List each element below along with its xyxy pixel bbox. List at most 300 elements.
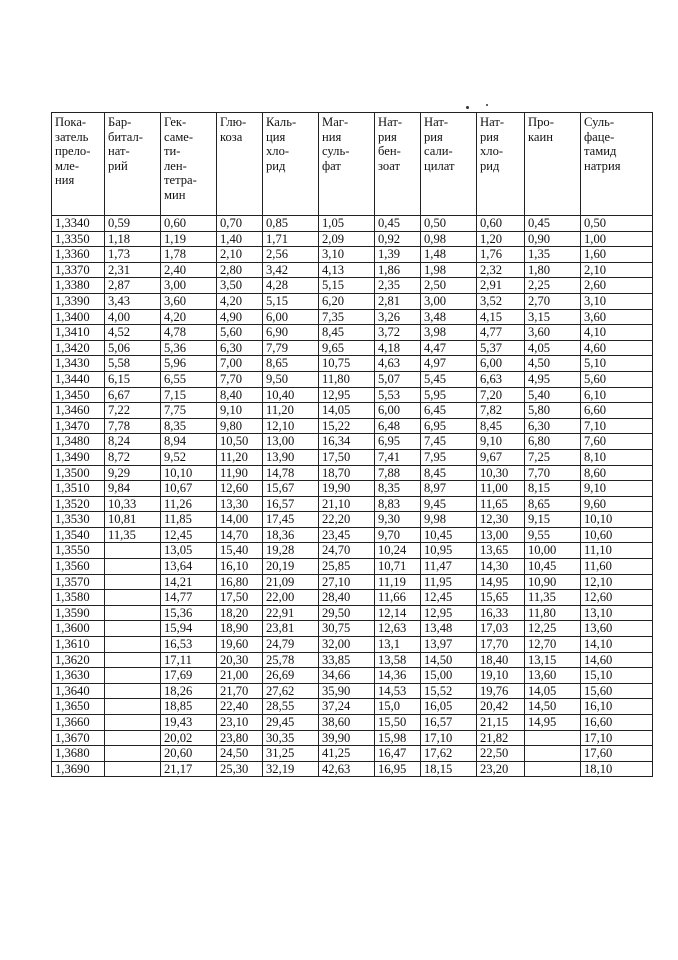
concentration-cell: 2,81: [375, 293, 421, 309]
column-header-hexamethylenetetramine: Гек- саме- ти- лен- тетра- мин: [161, 113, 217, 216]
concentration-cell: 3,00: [421, 293, 477, 309]
concentration-cell: 9,15: [525, 512, 581, 528]
concentration-cell: 6,90: [263, 325, 319, 341]
concentration-cell: 13,65: [477, 543, 525, 559]
table-row: [52, 715, 653, 731]
concentration-cell: 9,65: [319, 340, 375, 356]
refractive-index-cell: 1,3570: [52, 574, 105, 590]
refractive-index-cell: 1,3420: [52, 340, 105, 356]
concentration-cell: 8,35: [375, 481, 421, 497]
concentration-cell: 17,10: [581, 730, 653, 746]
concentration-cell: 14,50: [421, 652, 477, 668]
concentration-cell: 16,10: [217, 559, 263, 575]
concentration-cell: 10,71: [375, 559, 421, 575]
concentration-cell: 6,15: [105, 371, 161, 387]
concentration-cell: 23,81: [263, 621, 319, 637]
concentration-cell: 1,98: [421, 262, 477, 278]
concentration-cell: 18,20: [217, 605, 263, 621]
concentration-cell: 12,60: [581, 590, 653, 606]
refractive-index-cell: 1,3670: [52, 730, 105, 746]
concentration-cell: 19,60: [217, 637, 263, 653]
concentration-cell: 11,95: [421, 574, 477, 590]
refractive-index-cell: 1,3410: [52, 325, 105, 341]
table-row: [52, 434, 653, 450]
concentration-cell: 0,85: [263, 216, 319, 232]
table-row: [52, 465, 653, 481]
concentration-cell: 0,50: [581, 216, 653, 232]
concentration-cell: 13,10: [581, 605, 653, 621]
concentration-cell: 3,72: [375, 325, 421, 341]
concentration-cell: 0,45: [375, 216, 421, 232]
concentration-cell: 6,63: [477, 371, 525, 387]
column-header-sodium-chloride: Нат- рия хло- рид: [477, 113, 525, 216]
concentration-cell: 18,15: [421, 761, 477, 777]
table-row: [52, 527, 653, 543]
concentration-cell: 15,52: [421, 683, 477, 699]
concentration-cell: 5,15: [319, 278, 375, 294]
concentration-cell: 18,26: [161, 683, 217, 699]
refractive-index-cell: 1,3530: [52, 512, 105, 528]
concentration-cell: 8,60: [581, 465, 653, 481]
concentration-cell: 1,40: [217, 231, 263, 247]
concentration-cell: 1,78: [161, 247, 217, 263]
concentration-cell: 9,29: [105, 465, 161, 481]
concentration-cell: 10,50: [217, 434, 263, 450]
concentration-cell: 20,60: [161, 746, 217, 762]
concentration-cell: 4,47: [421, 340, 477, 356]
refractive-index-cell: 1,3620: [52, 652, 105, 668]
concentration-cell: 14,10: [581, 637, 653, 653]
concentration-cell: 4,20: [217, 293, 263, 309]
concentration-cell: 25,85: [319, 559, 375, 575]
concentration-cell: 16,33: [477, 605, 525, 621]
concentration-cell: 3,43: [105, 293, 161, 309]
concentration-cell: 1,35: [525, 247, 581, 263]
concentration-cell: 10,45: [525, 559, 581, 575]
refractive-index-cell: 1,3360: [52, 247, 105, 263]
concentration-cell: 0,45: [525, 216, 581, 232]
refractive-index-cell: 1,3340: [52, 216, 105, 232]
concentration-cell: 23,45: [319, 527, 375, 543]
concentration-cell: 17,50: [217, 590, 263, 606]
refractive-index-cell: 1,3480: [52, 434, 105, 450]
concentration-cell: 9,45: [421, 496, 477, 512]
concentration-cell: 5,60: [217, 325, 263, 341]
concentration-cell: 7,82: [477, 403, 525, 419]
concentration-cell: 15,50: [375, 715, 421, 731]
concentration-cell: 0,90: [525, 231, 581, 247]
print-speck: [466, 106, 469, 109]
concentration-cell: 10,40: [263, 387, 319, 403]
concentration-cell: 22,00: [263, 590, 319, 606]
concentration-cell: 3,48: [421, 309, 477, 325]
concentration-cell: 12,10: [581, 574, 653, 590]
concentration-cell: 2,91: [477, 278, 525, 294]
table-row: [52, 496, 653, 512]
concentration-cell: 38,60: [319, 715, 375, 731]
concentration-cell: 14,36: [375, 668, 421, 684]
concentration-cell: 26,69: [263, 668, 319, 684]
concentration-cell: 12,63: [375, 621, 421, 637]
concentration-cell: 15,94: [161, 621, 217, 637]
concentration-cell: 16,57: [263, 496, 319, 512]
concentration-cell: 5,07: [375, 371, 421, 387]
concentration-cell: 13,30: [217, 496, 263, 512]
concentration-cell: 11,66: [375, 590, 421, 606]
concentration-cell: 1,20: [477, 231, 525, 247]
concentration-cell: 2,10: [217, 247, 263, 263]
concentration-cell: 17,60: [581, 746, 653, 762]
refractive-index-table: [51, 112, 653, 777]
concentration-cell: 7,78: [105, 418, 161, 434]
concentration-cell: 4,63: [375, 356, 421, 372]
concentration-cell: 8,65: [263, 356, 319, 372]
concentration-cell: 10,90: [525, 574, 581, 590]
concentration-cell: 11,19: [375, 574, 421, 590]
concentration-cell: 2,10: [581, 262, 653, 278]
concentration-cell: 10,75: [319, 356, 375, 372]
concentration-cell: 1,86: [375, 262, 421, 278]
concentration-cell: 13,00: [477, 527, 525, 543]
concentration-cell: 39,90: [319, 730, 375, 746]
concentration-cell: 10,24: [375, 543, 421, 559]
concentration-cell: 12,45: [421, 590, 477, 606]
concentration-cell: 0,92: [375, 231, 421, 247]
concentration-cell: 15,60: [581, 683, 653, 699]
refractive-index-cell: 1,3470: [52, 418, 105, 434]
concentration-cell: 9,70: [375, 527, 421, 543]
concentration-cell: 1,76: [477, 247, 525, 263]
concentration-cell: 41,25: [319, 746, 375, 762]
concentration-cell: 14,78: [263, 465, 319, 481]
table-row: [52, 231, 653, 247]
concentration-cell: 17,69: [161, 668, 217, 684]
concentration-cell: 9,67: [477, 449, 525, 465]
concentration-cell: 6,10: [581, 387, 653, 403]
table-row: [52, 449, 653, 465]
concentration-cell: 7,25: [525, 449, 581, 465]
concentration-cell: 0,70: [217, 216, 263, 232]
concentration-cell: 4,05: [525, 340, 581, 356]
concentration-cell: 15,36: [161, 605, 217, 621]
refractive-index-cell: 1,3440: [52, 371, 105, 387]
concentration-cell: 6,30: [525, 418, 581, 434]
concentration-cell: 21,82: [477, 730, 525, 746]
table-row: [52, 746, 653, 762]
concentration-cell: 23,20: [477, 761, 525, 777]
concentration-cell: 24,79: [263, 637, 319, 653]
concentration-cell: 2,32: [477, 262, 525, 278]
concentration-cell: 0,98: [421, 231, 477, 247]
column-header-refractive-index: Пока- затель прело- мле- ния: [52, 113, 105, 216]
concentration-cell: 27,62: [263, 683, 319, 699]
concentration-cell: 8,94: [161, 434, 217, 450]
concentration-cell: 20,30: [217, 652, 263, 668]
refractive-index-cell: 1,3510: [52, 481, 105, 497]
concentration-cell: 14,21: [161, 574, 217, 590]
concentration-cell: 9,10: [217, 403, 263, 419]
concentration-cell: 9,52: [161, 449, 217, 465]
concentration-cell: 19,90: [319, 481, 375, 497]
concentration-cell: 4,77: [477, 325, 525, 341]
concentration-cell: 21,00: [217, 668, 263, 684]
concentration-cell: 13,05: [161, 543, 217, 559]
concentration-cell: 13,64: [161, 559, 217, 575]
concentration-cell: 16,57: [421, 715, 477, 731]
concentration-cell: 29,50: [319, 605, 375, 621]
refractive-index-cell: 1,3400: [52, 309, 105, 325]
concentration-cell: 30,75: [319, 621, 375, 637]
concentration-cell: 4,60: [581, 340, 653, 356]
concentration-cell: 14,70: [217, 527, 263, 543]
concentration-cell: 0,50: [421, 216, 477, 232]
concentration-cell: 16,05: [421, 699, 477, 715]
refractive-index-cell: 1,3690: [52, 761, 105, 777]
concentration-cell: [105, 715, 161, 731]
concentration-cell: 4,00: [105, 309, 161, 325]
concentration-cell: 14,05: [525, 683, 581, 699]
concentration-cell: 1,71: [263, 231, 319, 247]
concentration-cell: 6,00: [375, 403, 421, 419]
concentration-cell: 3,52: [477, 293, 525, 309]
table-row: [52, 543, 653, 559]
concentration-cell: 2,35: [375, 278, 421, 294]
table-row: [52, 325, 653, 341]
concentration-cell: 23,10: [217, 715, 263, 731]
concentration-cell: 5,40: [525, 387, 581, 403]
concentration-cell: 7,22: [105, 403, 161, 419]
concentration-cell: 10,33: [105, 496, 161, 512]
concentration-cell: 12,14: [375, 605, 421, 621]
concentration-cell: 3,50: [217, 278, 263, 294]
concentration-cell: 5,10: [581, 356, 653, 372]
refractive-index-cell: 1,3630: [52, 668, 105, 684]
table-row: [52, 590, 653, 606]
concentration-cell: 4,95: [525, 371, 581, 387]
concentration-cell: 17,03: [477, 621, 525, 637]
concentration-cell: 16,95: [375, 761, 421, 777]
concentration-cell: 28,40: [319, 590, 375, 606]
refractive-index-cell: 1,3390: [52, 293, 105, 309]
table-row: [52, 247, 653, 263]
concentration-cell: 24,70: [319, 543, 375, 559]
concentration-cell: 2,80: [217, 262, 263, 278]
concentration-cell: 21,17: [161, 761, 217, 777]
refractive-index-cell: 1,3540: [52, 527, 105, 543]
concentration-cell: 34,66: [319, 668, 375, 684]
concentration-cell: 3,10: [581, 293, 653, 309]
concentration-cell: 30,35: [263, 730, 319, 746]
concentration-cell: 1,18: [105, 231, 161, 247]
concentration-cell: 4,52: [105, 325, 161, 341]
concentration-cell: 2,50: [421, 278, 477, 294]
concentration-cell: 1,05: [319, 216, 375, 232]
concentration-cell: 10,95: [421, 543, 477, 559]
concentration-cell: 33,85: [319, 652, 375, 668]
concentration-cell: 4,10: [581, 325, 653, 341]
concentration-cell: 18,40: [477, 652, 525, 668]
concentration-cell: 14,00: [217, 512, 263, 528]
table-row: [52, 403, 653, 419]
print-speck: [486, 104, 488, 106]
concentration-cell: 42,63: [319, 761, 375, 777]
concentration-cell: 15,98: [375, 730, 421, 746]
column-header-sodium-benzoate: Нат- рия бен- зоат: [375, 113, 421, 216]
concentration-cell: 18,90: [217, 621, 263, 637]
concentration-cell: 21,09: [263, 574, 319, 590]
concentration-cell: 4,97: [421, 356, 477, 372]
concentration-cell: 3,60: [161, 293, 217, 309]
table-row: [52, 652, 653, 668]
table-row: [52, 574, 653, 590]
concentration-cell: 13,1: [375, 637, 421, 653]
concentration-cell: 5,15: [263, 293, 319, 309]
concentration-cell: 7,70: [217, 371, 263, 387]
concentration-cell: 9,10: [581, 481, 653, 497]
concentration-cell: [105, 668, 161, 684]
concentration-cell: 22,40: [217, 699, 263, 715]
table-row: [52, 418, 653, 434]
table-row: [52, 309, 653, 325]
refractive-index-cell: 1,3610: [52, 637, 105, 653]
concentration-cell: 11,80: [319, 371, 375, 387]
concentration-cell: 4,28: [263, 278, 319, 294]
concentration-cell: 0,60: [477, 216, 525, 232]
concentration-cell: 7,00: [217, 356, 263, 372]
concentration-cell: [105, 605, 161, 621]
concentration-cell: 9,30: [375, 512, 421, 528]
concentration-cell: 16,60: [581, 715, 653, 731]
concentration-cell: 37,24: [319, 699, 375, 715]
concentration-cell: 3,42: [263, 262, 319, 278]
concentration-cell: 12,95: [421, 605, 477, 621]
concentration-cell: 4,18: [375, 340, 421, 356]
table-row: [52, 637, 653, 653]
table-header-row: [52, 113, 653, 216]
concentration-cell: 20,19: [263, 559, 319, 575]
concentration-cell: 6,55: [161, 371, 217, 387]
concentration-cell: 13,00: [263, 434, 319, 450]
concentration-cell: 14,77: [161, 590, 217, 606]
concentration-cell: 14,95: [525, 715, 581, 731]
concentration-cell: 19,76: [477, 683, 525, 699]
concentration-cell: 13,58: [375, 652, 421, 668]
concentration-cell: 22,20: [319, 512, 375, 528]
table-row: [52, 605, 653, 621]
concentration-cell: 18,36: [263, 527, 319, 543]
concentration-cell: 14,60: [581, 652, 653, 668]
column-header-barbital-sodium: Бар- битал- нат- рий: [105, 113, 161, 216]
concentration-cell: 12,95: [319, 387, 375, 403]
concentration-cell: 8,65: [525, 496, 581, 512]
concentration-cell: 8,97: [421, 481, 477, 497]
concentration-cell: 5,06: [105, 340, 161, 356]
concentration-cell: 7,35: [319, 309, 375, 325]
concentration-cell: 6,30: [217, 340, 263, 356]
concentration-cell: 15,22: [319, 418, 375, 434]
column-header-magnesium-sulfate: Маг- ния суль- фат: [319, 113, 375, 216]
table-body: [52, 216, 653, 777]
concentration-cell: [525, 746, 581, 762]
table-row: [52, 262, 653, 278]
concentration-cell: 4,13: [319, 262, 375, 278]
concentration-cell: 6,20: [319, 293, 375, 309]
concentration-cell: [105, 652, 161, 668]
concentration-cell: 7,88: [375, 465, 421, 481]
refractive-index-cell: 1,3350: [52, 231, 105, 247]
concentration-cell: 0,60: [161, 216, 217, 232]
column-header-sodium-salicylate: Нат- рия сали- цилат: [421, 113, 477, 216]
table-row: [52, 730, 653, 746]
concentration-cell: 0,59: [105, 216, 161, 232]
refractive-index-cell: 1,3660: [52, 715, 105, 731]
refractive-index-cell: 1,3460: [52, 403, 105, 419]
concentration-cell: 6,95: [421, 418, 477, 434]
concentration-cell: 7,41: [375, 449, 421, 465]
concentration-cell: 15,0: [375, 699, 421, 715]
concentration-cell: 4,90: [217, 309, 263, 325]
concentration-cell: 8,40: [217, 387, 263, 403]
concentration-cell: 31,25: [263, 746, 319, 762]
table-row: [52, 216, 653, 232]
concentration-cell: 5,96: [161, 356, 217, 372]
concentration-cell: 7,70: [525, 465, 581, 481]
concentration-cell: 8,10: [581, 449, 653, 465]
concentration-cell: 11,10: [581, 543, 653, 559]
concentration-cell: 3,26: [375, 309, 421, 325]
concentration-cell: 5,80: [525, 403, 581, 419]
concentration-cell: [105, 683, 161, 699]
concentration-cell: 25,30: [217, 761, 263, 777]
concentration-cell: 3,00: [161, 278, 217, 294]
concentration-cell: [105, 574, 161, 590]
concentration-cell: 22,50: [477, 746, 525, 762]
concentration-cell: 1,39: [375, 247, 421, 263]
concentration-cell: [105, 621, 161, 637]
column-header-glucose: Глю- коза: [217, 113, 263, 216]
concentration-cell: 19,10: [477, 668, 525, 684]
concentration-cell: 16,34: [319, 434, 375, 450]
concentration-cell: 6,95: [375, 434, 421, 450]
refractive-index-cell: 1,3600: [52, 621, 105, 637]
concentration-cell: 2,70: [525, 293, 581, 309]
column-header-calcium-chloride: Каль- ция хло- рид: [263, 113, 319, 216]
concentration-cell: 7,10: [581, 418, 653, 434]
concentration-cell: 12,10: [263, 418, 319, 434]
concentration-cell: 5,95: [421, 387, 477, 403]
concentration-cell: 1,80: [525, 262, 581, 278]
concentration-cell: 16,53: [161, 637, 217, 653]
concentration-cell: 11,00: [477, 481, 525, 497]
concentration-cell: 11,80: [525, 605, 581, 621]
table-row: [52, 371, 653, 387]
concentration-cell: 9,98: [421, 512, 477, 528]
concentration-cell: 2,25: [525, 278, 581, 294]
concentration-cell: [525, 730, 581, 746]
concentration-cell: [105, 730, 161, 746]
concentration-cell: 11,85: [161, 512, 217, 528]
refractive-index-cell: 1,3520: [52, 496, 105, 512]
concentration-cell: 8,45: [421, 465, 477, 481]
table-row: [52, 340, 653, 356]
concentration-cell: 3,10: [319, 247, 375, 263]
concentration-cell: 4,50: [525, 356, 581, 372]
table-row: [52, 699, 653, 715]
concentration-cell: 7,45: [421, 434, 477, 450]
concentration-cell: 10,10: [581, 512, 653, 528]
concentration-cell: 1,00: [581, 231, 653, 247]
concentration-cell: 9,80: [217, 418, 263, 434]
